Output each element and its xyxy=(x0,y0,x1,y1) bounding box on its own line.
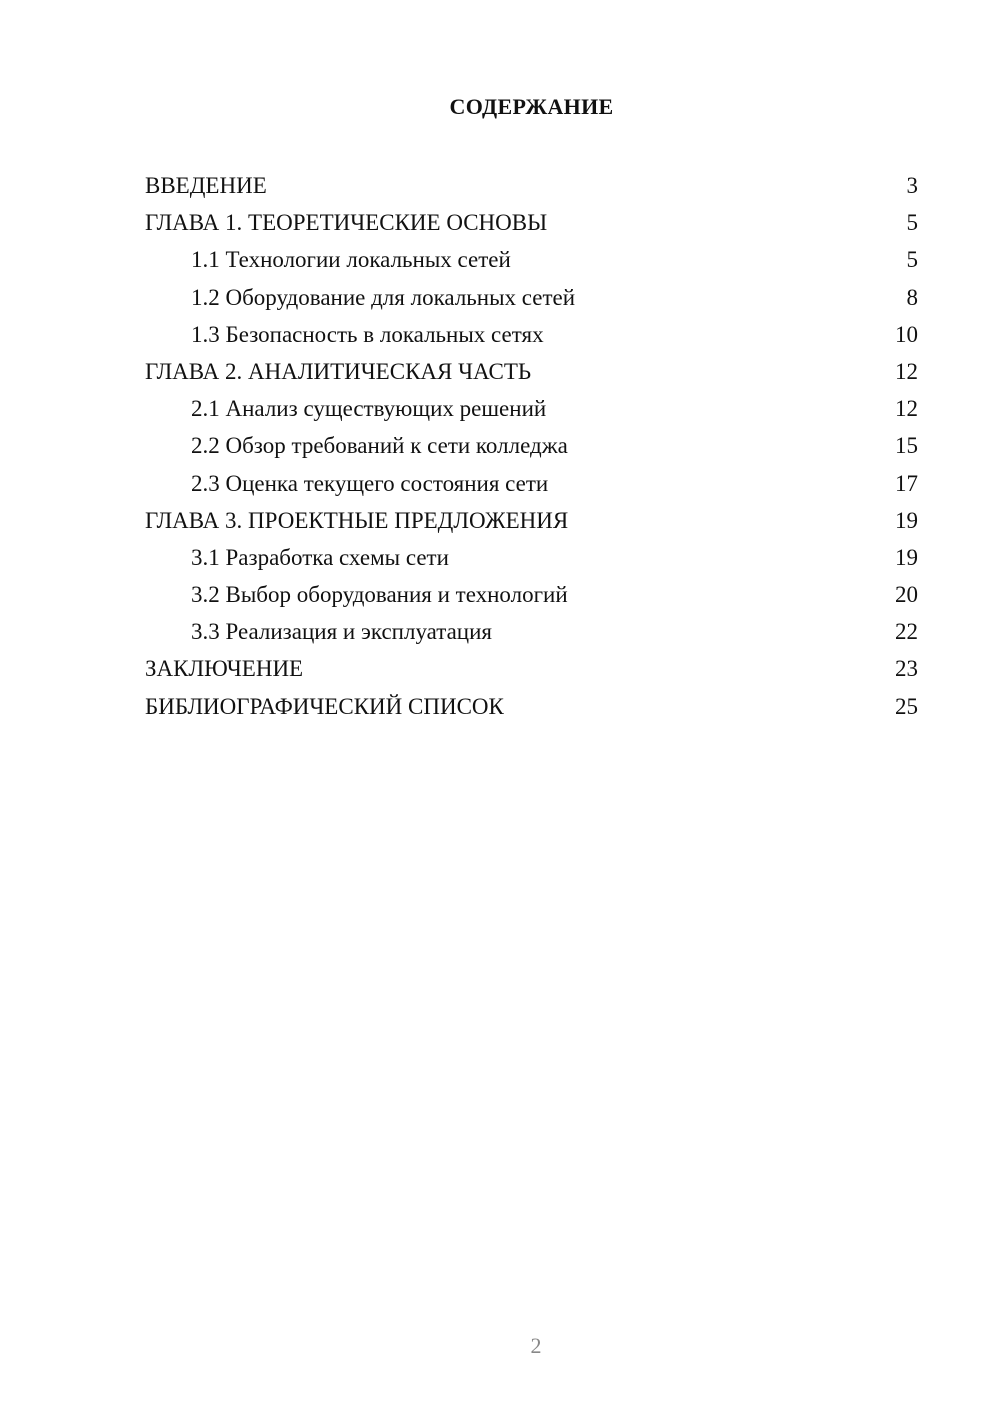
toc-entry-page: 8 xyxy=(906,284,918,310)
toc-entry-label: ГЛАВА 1. ТЕОРЕТИЧЕСКИЕ ОСНОВЫ xyxy=(145,210,548,236)
toc-entry-page: 5 xyxy=(906,210,918,236)
toc-entry-page: 5 xyxy=(906,247,918,273)
page-number: 2 xyxy=(530,1333,542,1358)
toc-entry-label: 2.3 Оценка текущего состояния сети xyxy=(191,470,549,496)
toc-entry xyxy=(145,167,918,204)
toc-entry-label: ГЛАВА 2. АНАЛИТИЧЕСКАЯ ЧАСТЬ xyxy=(145,358,532,384)
toc-entry-page: 12 xyxy=(895,358,918,384)
toc-subentry xyxy=(145,465,918,502)
toc-entry-label: ВВЕДЕНИЕ xyxy=(145,173,267,198)
toc-entry xyxy=(145,502,918,539)
toc-subentry xyxy=(145,390,918,427)
toc-entry-page: 23 xyxy=(895,656,918,682)
toc-entry-label: БИБЛИОГРАФИЧЕСКИЙ СПИСОК xyxy=(145,693,504,719)
toc-entry-label: 3.2 Выбор оборудования и технологий xyxy=(191,582,568,608)
toc-subentry xyxy=(145,279,918,316)
toc-entry-label: 3.1 Разработка схемы сети xyxy=(191,544,449,570)
toc-subentry xyxy=(145,576,918,613)
toc-subentry xyxy=(145,539,918,576)
toc-entry-page: 20 xyxy=(895,582,918,608)
toc-entry-label: 2.2 Обзор требований к сети колледжа xyxy=(191,433,568,459)
toc-entry-page: 12 xyxy=(895,396,918,422)
toc-entry-label: 1.3 Безопасность в локальных сетях xyxy=(191,321,544,347)
toc-entry-page: 15 xyxy=(895,433,918,459)
toc-subentry xyxy=(145,613,918,650)
toc-entry-page: 25 xyxy=(895,693,918,719)
toc-entry xyxy=(145,353,918,390)
toc-entry-label: 1.1 Технологии локальных сетей xyxy=(191,247,511,273)
toc-entry-page: 19 xyxy=(895,507,918,533)
toc-subentry xyxy=(145,427,918,464)
toc-entry xyxy=(145,688,918,725)
page-title: СОДЕРЖАНИЕ xyxy=(449,94,614,119)
toc-entry-page: 3 xyxy=(906,173,918,198)
toc-subentry xyxy=(145,241,918,278)
toc-entry-label: 3.3 Реализация и эксплуатация xyxy=(191,619,492,645)
toc-entry-label: 1.2 Оборудование для локальных сетей xyxy=(191,284,576,310)
toc-subentry xyxy=(145,316,918,353)
toc-entry-page: 17 xyxy=(895,470,918,496)
toc-entry xyxy=(145,204,918,241)
table-of-contents xyxy=(145,167,918,725)
toc-entry-label: ЗАКЛЮЧЕНИЕ xyxy=(145,656,304,682)
toc-entry-page: 19 xyxy=(895,544,918,570)
toc-entry-label: ГЛАВА 3. ПРОЕКТНЫЕ ПРЕДЛОЖЕНИЯ xyxy=(145,507,569,533)
toc-entry-page: 10 xyxy=(895,321,918,347)
toc-entry xyxy=(145,650,918,687)
toc-entry-label: 2.1 Анализ существующих решений xyxy=(191,396,547,422)
toc-entry-page: 22 xyxy=(895,619,918,645)
